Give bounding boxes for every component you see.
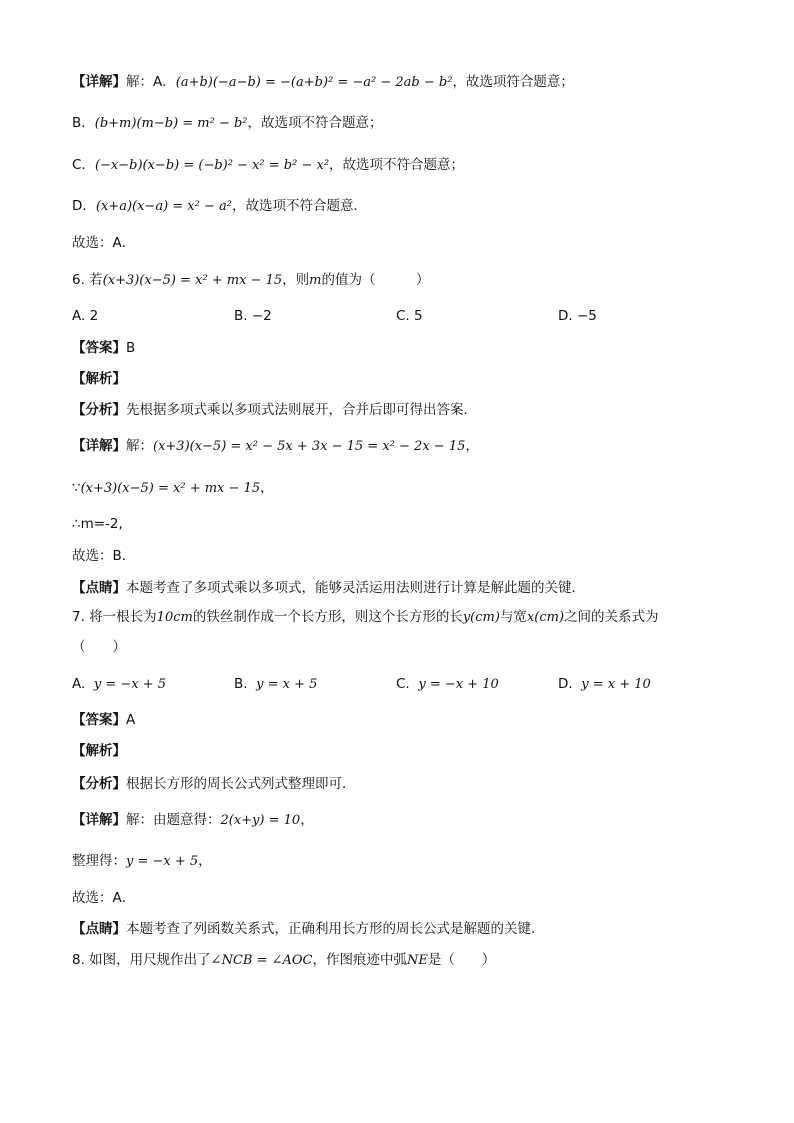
detail-prefix: 解： (126, 438, 153, 454)
punctuation: ， (260, 480, 274, 496)
stem-text: 与宽 (499, 609, 527, 625)
fenxi-text: 先根据多项式乘以多项式法则展开，合并后即可得出答案． (126, 402, 477, 418)
choice-line: 故选：A． (72, 235, 136, 251)
q7-dianjing (72, 919, 545, 939)
fenxi-text: 根据长方形的周长公式列式整理即可． (126, 776, 356, 792)
conclusion-text: ，故选项不符合题意； (247, 115, 383, 131)
detail-prefix: 解：A． (126, 74, 176, 90)
q7-answer (72, 710, 135, 730)
q6-option-c: C. 5 (396, 308, 423, 324)
punctuation: ， (465, 438, 479, 454)
q6-option-b: B. −2 (234, 308, 272, 324)
math-expression: 10cm (156, 610, 193, 625)
math-expression: (x+3)(x−5) = x² + mx − 15 (102, 273, 283, 288)
detail-tag: 【详解】 (72, 74, 126, 90)
answer-tag: 【答案】 (72, 712, 126, 728)
math-expression: (x+a)(x−a) = x² − a² (95, 199, 232, 214)
q6-therefore: ∴m=-2, (72, 516, 123, 532)
math-expression: (b+m)(m−b) = m² − b² (94, 116, 248, 131)
option-label: D. (558, 676, 573, 692)
math-expression: (−x−b)(x−b) = (−b)² − x² = b² − x² (94, 158, 330, 173)
conclusion-text: ，故选项不符合题意； (329, 157, 465, 173)
q6-option-a: A. 2 (72, 308, 99, 324)
math-expression: (x+3)(x−5) = x² − 5x + 3x − 15 = x² − 2x − 15 (153, 439, 466, 454)
stem-text: ，则 (282, 272, 310, 288)
stem-prefix: 7. 将一根长为 (72, 609, 157, 625)
math-expression: ∠NCB = ∠AOC (210, 953, 313, 968)
answer-value: A (126, 712, 136, 728)
math-expression: y = x + 10 (581, 677, 651, 692)
q6-detail (72, 436, 479, 457)
question-8-stem (72, 950, 495, 971)
question-7-paren: （ ） (72, 639, 126, 655)
q7-detail (72, 810, 314, 831)
conclusion-text: ，故选项符合题意； (452, 74, 574, 90)
q7-option-b (234, 674, 317, 695)
question-6-stem (72, 270, 430, 291)
question-7-stem (72, 607, 659, 628)
math-expression: 2(x+y) = 10 (220, 813, 301, 828)
option-label: A. (72, 676, 86, 692)
option-d-line (72, 196, 367, 217)
stem-text: 的铁丝制作成一个长方形，则这个长方形的长 (192, 609, 463, 625)
q7-choice: 故选：A． (72, 890, 136, 906)
q6-option-d: D. −5 (558, 308, 597, 324)
dianjing-text: 本题考查了多项式乘以多项式，能够灵活运用法则进行计算是解此题的关键． (126, 580, 585, 596)
q7-option-d (558, 674, 651, 695)
q6-choice: 故选：B． (72, 548, 136, 564)
q6-because (72, 478, 274, 499)
stem-text: 之间的关系式为 (564, 609, 659, 625)
math-expression: y(cm) (462, 610, 500, 625)
conclusion-text: ，故选项不符合题意． (231, 198, 367, 214)
dianjing-tag: 【点睛】 (72, 921, 126, 937)
option-c-line (72, 155, 464, 176)
punctuation: ， (198, 853, 212, 869)
math-variable: m (309, 273, 322, 288)
option-label: C. (396, 676, 410, 692)
fenxi-tag: 【分析】 (72, 402, 126, 418)
q6-answer (72, 338, 135, 358)
dianjing-text: 本题考查了列函数关系式，正确利用长方形的周长公式是解题的关键． (126, 921, 545, 937)
detail-tag: 【详解】 (72, 438, 126, 454)
option-label: C． (72, 157, 95, 173)
option-label: B． (72, 115, 95, 131)
stem-prefix: 8. 如图，用尺规作出了 (72, 952, 211, 968)
q6-dianjing (72, 578, 585, 598)
detail-prefix: 解：由题意得： (126, 812, 221, 828)
simplify-prefix: 整理得： (72, 853, 126, 869)
because-symbol: ∵ (72, 480, 81, 496)
detail-line-a (72, 72, 574, 93)
dianjing-tag: 【点睛】 (72, 580, 126, 596)
q7-fenxi (72, 774, 356, 794)
answer-tag: 【答案】 (72, 340, 126, 356)
option-label: B. (234, 676, 248, 692)
q7-option-c (396, 674, 499, 695)
math-expression: y = −x + 5 (126, 854, 199, 869)
math-expression: y = x + 5 (256, 677, 318, 692)
stem-text: ，作图痕迹中弧 (312, 952, 407, 968)
q7-option-a (72, 674, 166, 695)
stem-text: 是（ ） (427, 952, 496, 968)
math-expression: y = −x + 5 (93, 677, 167, 692)
q6-fenxi (72, 400, 477, 420)
math-expression: x(cm) (526, 610, 565, 625)
math-variable: NE (406, 953, 428, 968)
q7-simplify (72, 851, 212, 872)
q6-analysis-tag: 【解析】 (72, 371, 126, 387)
math-expression: (a+b)(−a−b) = −(a+b)² = −a² − 2ab − b² (175, 75, 453, 90)
fenxi-tag: 【分析】 (72, 776, 126, 792)
math-expression: y = −x + 10 (418, 677, 499, 692)
answer-value: B (126, 340, 136, 356)
detail-tag: 【详解】 (72, 812, 126, 828)
punctuation: ， (300, 812, 314, 828)
stem-text: 的值为（ ） (321, 272, 430, 288)
math-expression: (x+3)(x−5) = x² + mx − 15 (80, 481, 261, 496)
q7-analysis-tag: 【解析】 (72, 743, 126, 759)
option-label: D． (72, 198, 96, 214)
stem-prefix: 6. 若 (72, 272, 103, 288)
option-b-line (72, 113, 383, 134)
